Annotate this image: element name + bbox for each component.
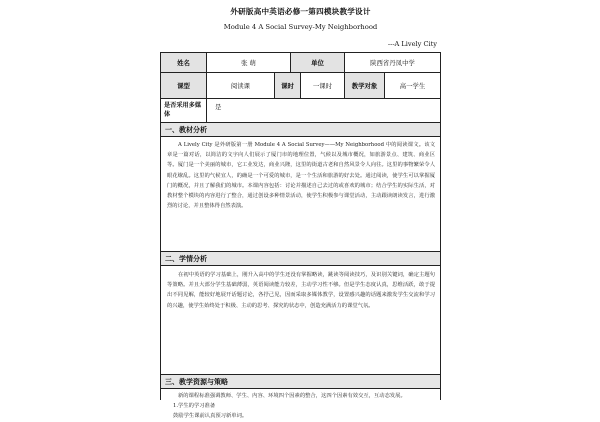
textbook-analysis-paragraph: A Lively City 是外研版第一册 Module 4 A Social Survey——My Neighborhood 中的阅读课文。该文章是一篇对话，以简洁的文字向人们展示了厦门市的地理位置，气候以及城市概况，如旅游景点、建筑、商业区等。厦门是一个美丽的城市，它工业发达，商业兴隆，这里的街道古老和自然风景令人向往。这里的事物繁荣令人眼花缭乱。这里的气候宜人，的确是一个可爱的城市，是一个生活和旅游的好去处。通过阅读，使学生可以掌握厦门的概况，并且了解我们的城市。本课内容包括：讨论并描述自己去过的或喜欢的城市；结合学生的实际生活，对教材整个模块的内容进行了整合，通过创设多种情景活动，使学生积极参与课堂活动，主动跟读朗读发言，进行激烈的讨论，并且整体得自然表演。 bbox=[167, 142, 435, 210]
info-row-name bbox=[161, 53, 440, 73]
section-heading-textbook: 一、教材分析 bbox=[161, 123, 440, 137]
student-analysis-paragraph: 在初中英语的学习基础上，刚升入高中的学生还没有掌握略读，跳读等阅读技巧，及识别关键词，确定主题句等策略。并且大部分学生基础薄弱，英语阅读能力较差，主动学习性不够。但是学生态度认真，思维活跃，敢于提出不同见解，能较好地展开话题讨论，各抒己见，因而采取多媒体教学，设置感兴趣的话题来激发学生交流和学习的兴趣，使学生始终处于积极、主动的思考、探究的状态中，创造充满活力的课堂气氛。 bbox=[167, 272, 435, 309]
target-label: 教学对象 bbox=[345, 73, 385, 98]
resources-text bbox=[167, 391, 435, 422]
student-analysis-text bbox=[167, 270, 435, 311]
section-heading-students: 二、学情分析 bbox=[161, 252, 440, 266]
type-label: 课型 bbox=[161, 73, 207, 98]
document-sub-subtitle: ---A Lively City bbox=[387, 40, 437, 48]
media-value: 是 bbox=[215, 103, 222, 111]
unit-label: 单位 bbox=[291, 53, 345, 72]
hours-label: 课时 bbox=[275, 73, 301, 98]
resources-item-1-text: 鼓励学生课前认真预习新单词。 bbox=[173, 413, 248, 420]
section-body-students bbox=[161, 266, 440, 375]
textbook-analysis-text bbox=[167, 140, 435, 211]
document-subtitle: Module 4 A Social Survey-My Neighborhood bbox=[223, 23, 378, 31]
lesson-plan-table bbox=[160, 52, 441, 420]
info-row-type bbox=[161, 73, 440, 99]
resources-item-1: 1.学生的学习准备 bbox=[173, 403, 216, 410]
name-label: 姓名 bbox=[161, 53, 207, 72]
type-value: 阅读课 bbox=[207, 73, 275, 98]
hours-value: 一课时 bbox=[301, 73, 345, 98]
document-title: 外研版高中英语必修一第四模块教学设计 bbox=[230, 7, 371, 16]
resources-paragraph: 新的课程标准强调教师、学生、内容、环境四个因素的整合，这四个因素有效交互，互动态发展。 bbox=[178, 393, 406, 399]
section-heading-resources: 三、教学资源与策略 bbox=[161, 375, 440, 389]
name-value: 张 萌 bbox=[207, 53, 291, 72]
unit-value: 陕西省丹凤中学 bbox=[370, 59, 415, 67]
target-value: 高一学生 bbox=[399, 82, 426, 90]
media-label: 是否采用多媒体 bbox=[161, 99, 207, 122]
document-page bbox=[158, 0, 443, 420]
info-row-media bbox=[161, 99, 440, 123]
section-body-textbook bbox=[161, 137, 440, 252]
